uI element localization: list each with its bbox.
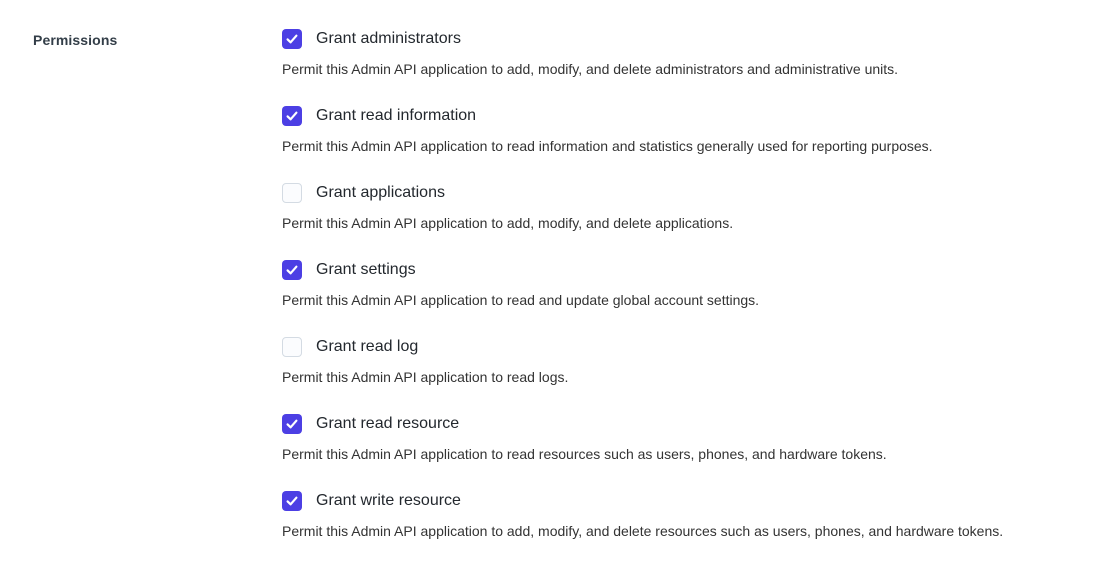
permission-row-header <box>282 337 1089 357</box>
permission-description: Permit this Admin API application to add, modify, and delete applications. <box>282 215 734 231</box>
permission-row <box>282 337 1089 386</box>
permission-row <box>282 29 1089 78</box>
permission-row-header <box>282 414 1089 434</box>
permission-label: Grant settings <box>316 261 416 278</box>
permission-row-header <box>282 491 1089 511</box>
permission-row-header <box>282 106 1089 126</box>
permission-description: Permit this Admin API application to read information and statistics generally used for reporting purposes. <box>282 138 933 154</box>
permission-label: Grant administrators <box>316 30 461 47</box>
permission-description: Permit this Admin API application to read and update global account settings. <box>282 292 760 308</box>
permission-description: Permit this Admin API application to read resources such as users, phones, and hardware tokens. <box>282 446 887 462</box>
permission-row <box>282 414 1089 463</box>
permission-row <box>282 260 1089 309</box>
checkmark-icon <box>285 494 299 508</box>
permission-row-header <box>282 260 1089 280</box>
permission-checkbox[interactable] <box>282 183 302 203</box>
permissions-list <box>282 29 1119 578</box>
permission-label: Grant read information <box>316 107 477 124</box>
permission-row <box>282 183 1089 232</box>
permission-row-header <box>282 29 1089 49</box>
checkmark-icon <box>285 263 299 277</box>
section-label-column <box>0 29 282 578</box>
permission-label: Grant read resource <box>316 415 460 432</box>
permission-checkbox[interactable] <box>282 337 302 357</box>
permission-row <box>282 491 1089 540</box>
permission-row <box>282 106 1089 155</box>
permissions-section-label: Permissions <box>33 32 118 48</box>
permission-row-header <box>282 183 1089 203</box>
permission-description: Permit this Admin API application to read logs. <box>282 369 569 385</box>
permission-checkbox[interactable] <box>282 106 302 126</box>
permission-description: Permit this Admin API application to add, modify, and delete resources such as users, phones, and hardware tokens. <box>282 523 1004 539</box>
permission-description: Permit this Admin API application to add, modify, and delete administrators and administrative units. <box>282 61 899 77</box>
checkmark-icon <box>285 32 299 46</box>
permission-checkbox[interactable] <box>282 414 302 434</box>
checkmark-icon <box>285 417 299 431</box>
permission-checkbox[interactable] <box>282 491 302 511</box>
checkmark-icon <box>285 109 299 123</box>
permission-checkbox[interactable] <box>282 29 302 49</box>
permission-label: Grant write resource <box>316 492 461 509</box>
permission-label: Grant applications <box>316 184 445 201</box>
permission-label: Grant read log <box>316 338 419 355</box>
permission-checkbox[interactable] <box>282 260 302 280</box>
